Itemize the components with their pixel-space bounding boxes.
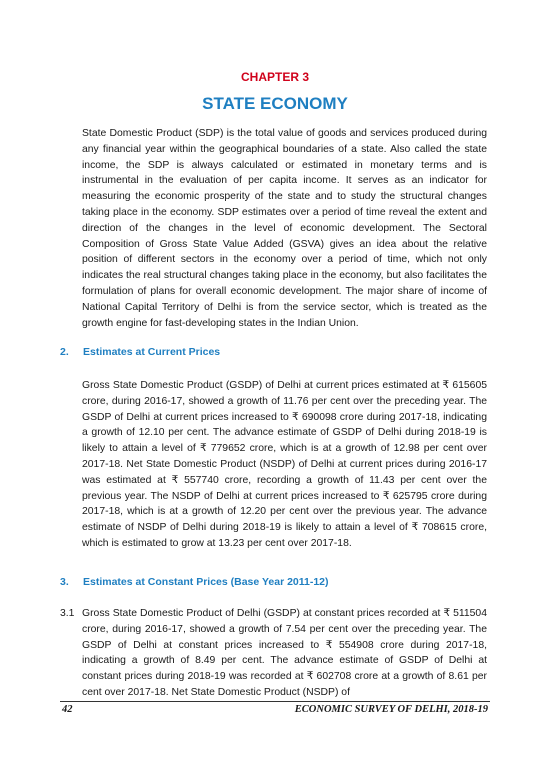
subsection-3-1-number: 3.1 [60, 608, 75, 619]
section-3-1-paragraph: Gross State Domestic Product of Delhi (GSDP) at constant prices recorded at ₹ 511504 crore, during 2016-17, showed a growth of 7.54 per cent over the preceding year. The GSDP of Delhi at constant prices increased to ₹ 554908 crore during 2017-18, indicating a growth of 8.49 per cent. The advance estimate of GSDP of Delhi at constant prices during 2018-19 was recorded at ₹ 602708 crore at a growth of 8.61 per cent over 2017-18. Net State Domestic Product (NSDP) of [82, 608, 487, 698]
page-number: 42 [62, 704, 73, 715]
section-3-number: 3. [60, 576, 69, 588]
section-2-title: Estimates at Current Prices [83, 346, 221, 358]
section-3-heading [60, 576, 329, 588]
section-2-heading [60, 346, 220, 358]
chapter-label: CHAPTER 3 [240, 70, 309, 84]
footer-divider [60, 701, 490, 702]
chapter-title: STATE ECONOMY [202, 94, 348, 113]
publication-title: ECONOMIC SURVEY OF DELHI, 2018-19 [294, 704, 488, 715]
section-2-number: 2. [60, 346, 69, 358]
section-3-title: Estimates at Constant Prices (Base Year 2011-12) [83, 576, 329, 588]
intro-paragraph: State Domestic Product (SDP) is the total value of goods and services produced during any financial year within the geographical boundaries of a state. Also called the state income, the SDP is always calculated or estimated in monetary terms and is instrumental in the evaluation of per capita income. It serves as an indicator for measuring the economic prosperity of the state and to study the structural changes taking place in the economy. SDP estimates over a period of time reveal the extent and direction of the changes in the level of economic development. The Sectoral Composition of Gross State Value Added (GSVA) gives an idea about the relative position of different sectors in the economy over a period of time, which not only indicates the real structural changes taking place in the economy, but also facilitates the formulation of plans for overall economic development. The major share of income of National Capital Territory of Delhi is from the service sector, which is treated as the growth engine for fast-developing states in the Indian Union. [82, 128, 487, 329]
section-2-paragraph: Gross State Domestic Product (GSDP) of Delhi at current prices estimated at ₹ 615605 crore, during 2016-17, showed a growth of 11.76 per cent over the preceding year. The GSDP of Delhi at current prices increased to ₹ 690098 crore during 2017-18, indicating a growth of 12.10 per cent. The advance estimate of GSDP of Delhi during 2018-19 is likely to attain a level of ₹ 779652 crore, which is at a growth of 12.98 per cent over 2017-18. Net State Domestic Product (NSDP) of Delhi at current prices during 2016-17 was estimated at ₹ 557740 crore, recording a growth of 11.43 per cent over the previous year. The NSDP of Delhi at current prices increased to ₹ 625795 crore during 2017-18, which is at a growth of 12.20 per cent over the previous year. The advance estimate of NSDP of Delhi during 2018-19 is likely to attain a level of ₹ 708615 crore, which is estimated to grow at 13.23 per cent over 2017-18. [82, 380, 487, 549]
